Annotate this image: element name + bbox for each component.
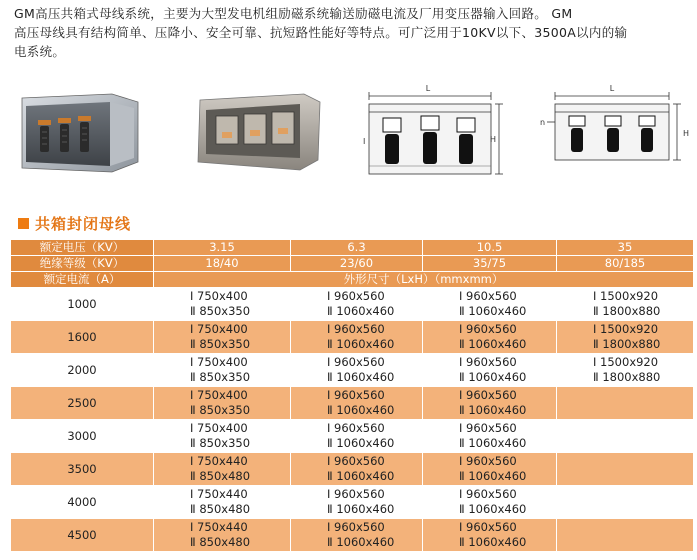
dimension-value: Ⅰ 960x560 (327, 454, 385, 468)
busbar-cross-section-drawing-1 (355, 78, 505, 178)
table-row (11, 354, 694, 387)
dimension-cell (557, 453, 694, 486)
dimension-value: Ⅱ 1060x460 (327, 469, 395, 483)
dimension-cell (154, 321, 291, 354)
dimension-value: Ⅱ 1800x880 (593, 304, 661, 318)
dimension-value: Ⅱ 1060x460 (459, 403, 527, 417)
dimension-value: Ⅰ 750x400 (190, 322, 248, 336)
table-row (11, 453, 694, 486)
dimension-cell (557, 486, 694, 519)
dimension-value: Ⅱ 1800x880 (593, 370, 661, 384)
dimension-value: Ⅱ 1060x460 (459, 502, 527, 516)
busbar-enclosure-photo-1 (12, 88, 140, 174)
intro-line-3: 电系统。 (14, 44, 66, 59)
spec-table (10, 239, 694, 552)
dimension-value: Ⅰ 960x560 (459, 520, 517, 534)
dimension-value: Ⅰ 1500x920 (593, 355, 659, 369)
dimension-value: Ⅰ 750x400 (190, 421, 248, 435)
current-label: 额定电流（A） (11, 272, 154, 288)
insulation-row (11, 256, 694, 272)
dimension-value: Ⅱ 1060x460 (459, 337, 527, 351)
dimension-cell (557, 354, 694, 387)
dimension-value: Ⅱ 850x480 (190, 535, 251, 549)
insulation-value: 35/75 (423, 256, 557, 272)
dimension-value: Ⅰ 750x400 (190, 289, 248, 303)
dimension-value: Ⅱ 1800x880 (593, 337, 661, 351)
dimension-value: Ⅰ 960x560 (459, 421, 517, 435)
dimension-value: Ⅱ 850x480 (190, 469, 251, 483)
voltage-value: 35 (557, 240, 694, 256)
dimension-cell (154, 420, 291, 453)
dimension-value: Ⅱ 1060x460 (459, 370, 527, 384)
intro-line-1: GM高压共箱式母线系统，主要为大型发电机组励磁系统输送励磁电流及厂用变压器输入回路。 GM (14, 6, 573, 21)
table-row (11, 486, 694, 519)
dimension-cell (557, 387, 694, 420)
dimension-cell (423, 288, 557, 321)
dimension-value: Ⅱ 850x350 (190, 337, 251, 351)
dimension-value: Ⅱ 1060x460 (459, 304, 527, 318)
dimension-cell (423, 486, 557, 519)
dim-label-i-1: I (363, 137, 366, 146)
dimension-cell (291, 453, 423, 486)
dimension-value: Ⅰ 960x560 (327, 289, 385, 303)
dimension-cell (154, 486, 291, 519)
current-value: 2500 (11, 387, 154, 420)
dimension-value: Ⅰ 960x560 (459, 322, 517, 336)
dimension-value: Ⅱ 1060x460 (327, 337, 395, 351)
dimension-value: Ⅱ 850x350 (190, 370, 251, 384)
current-value: 3500 (11, 453, 154, 486)
current-value: 1600 (11, 321, 154, 354)
dimension-cell (154, 288, 291, 321)
dimension-cell (291, 387, 423, 420)
dimension-value: Ⅱ 1060x460 (327, 304, 395, 318)
current-value: 2000 (11, 354, 154, 387)
dimension-cell (423, 387, 557, 420)
dimension-cell (423, 420, 557, 453)
dimension-value: Ⅰ 960x560 (327, 322, 385, 336)
dimension-value: Ⅱ 1060x460 (459, 436, 527, 450)
dimension-cell (557, 288, 694, 321)
dimension-cell (423, 453, 557, 486)
dimension-value: Ⅰ 1500x920 (593, 322, 659, 336)
dimension-value: Ⅰ 750x440 (190, 487, 248, 501)
voltage-row (11, 240, 694, 256)
dimension-cell (154, 519, 291, 552)
dimension-value: Ⅰ 960x560 (327, 487, 385, 501)
current-header-row (11, 272, 694, 288)
dimension-value: Ⅱ 850x350 (190, 403, 251, 417)
dimension-value: Ⅱ 1060x460 (327, 535, 395, 549)
dimension-cell (154, 354, 291, 387)
dimension-value: Ⅱ 1060x460 (327, 370, 395, 384)
table-row (11, 321, 694, 354)
dimension-value: Ⅱ 850x480 (190, 502, 251, 516)
voltage-value: 6.3 (291, 240, 423, 256)
dimension-value: Ⅰ 1500x920 (593, 289, 659, 303)
current-value: 4500 (11, 519, 154, 552)
dimension-value: Ⅱ 1060x460 (327, 502, 395, 516)
dimension-value: Ⅱ 850x350 (190, 436, 251, 450)
dimension-value: Ⅱ 1060x460 (327, 436, 395, 450)
insulation-value: 18/40 (154, 256, 291, 272)
dimension-cell (291, 321, 423, 354)
dimension-cell (291, 519, 423, 552)
dimension-cell (154, 453, 291, 486)
busbar-cross-section-drawing-2 (537, 78, 690, 178)
intro-line-2: 高压母线具有结构简单、压降小、安全可靠、抗短路性能好等特点。可广泛用于10KV以下、3500A以内的输 (14, 25, 628, 40)
insulation-value: 80/185 (557, 256, 694, 272)
dimension-cell (557, 321, 694, 354)
section-marker-icon (18, 218, 29, 229)
dimension-cell (291, 354, 423, 387)
dimension-value: Ⅰ 750x400 (190, 388, 248, 402)
dimension-value: Ⅰ 960x560 (459, 289, 517, 303)
busbar-enclosure-photo-2 (192, 88, 322, 174)
dim-label-h-1: H (489, 135, 496, 144)
table-row (11, 288, 694, 321)
dimension-value: Ⅰ 750x400 (190, 355, 248, 369)
current-value: 1000 (11, 288, 154, 321)
dimension-cell (423, 519, 557, 552)
dimension-value: Ⅱ 1060x460 (327, 403, 395, 417)
dimension-cell (291, 420, 423, 453)
current-value: 3000 (11, 420, 154, 453)
dimension-cell (291, 288, 423, 321)
dimension-cell (557, 420, 694, 453)
dimension-value: Ⅱ 1060x460 (459, 535, 527, 549)
dimension-value: Ⅱ 1060x460 (459, 469, 527, 483)
dim-label-l-1: L (425, 84, 431, 93)
dimension-value: Ⅰ 960x560 (327, 388, 385, 402)
current-value: 4000 (11, 486, 154, 519)
insulation-label: 绝缘等级（KV） (11, 256, 154, 272)
dimension-cell (154, 387, 291, 420)
dim-label-l-2: L (609, 84, 615, 93)
voltage-label: 额定电压（KV） (11, 240, 154, 256)
section-title-text: 共箱封闭母线 (35, 215, 132, 233)
insulation-value: 23/60 (291, 256, 423, 272)
section-title (18, 213, 131, 234)
dimension-cell (423, 321, 557, 354)
dimension-value: Ⅰ 750x440 (190, 520, 248, 534)
dimension-value: Ⅰ 960x560 (327, 520, 385, 534)
dimension-value: Ⅰ 960x560 (459, 454, 517, 468)
dimension-value: Ⅰ 960x560 (459, 388, 517, 402)
dim-label-n-2: n (540, 118, 546, 127)
dimension-cell (423, 354, 557, 387)
voltage-value: 10.5 (423, 240, 557, 256)
voltage-value: 3.15 (154, 240, 291, 256)
table-row (11, 519, 694, 552)
intro-text (14, 4, 690, 61)
dimension-value: Ⅰ 960x560 (459, 355, 517, 369)
dimension-cell (557, 519, 694, 552)
dimension-cell (291, 486, 423, 519)
dimension-value: Ⅱ 850x350 (190, 304, 251, 318)
table-row (11, 420, 694, 453)
dimension-value: Ⅰ 960x560 (327, 421, 385, 435)
table-row (11, 387, 694, 420)
dimension-value: Ⅰ 750x440 (190, 454, 248, 468)
dim-label-h-2: H (683, 129, 690, 138)
dimension-header: 外形尺寸（LxH）（mmxmm） (154, 272, 694, 288)
dimension-value: Ⅰ 960x560 (327, 355, 385, 369)
dimension-value: Ⅰ 960x560 (459, 487, 517, 501)
